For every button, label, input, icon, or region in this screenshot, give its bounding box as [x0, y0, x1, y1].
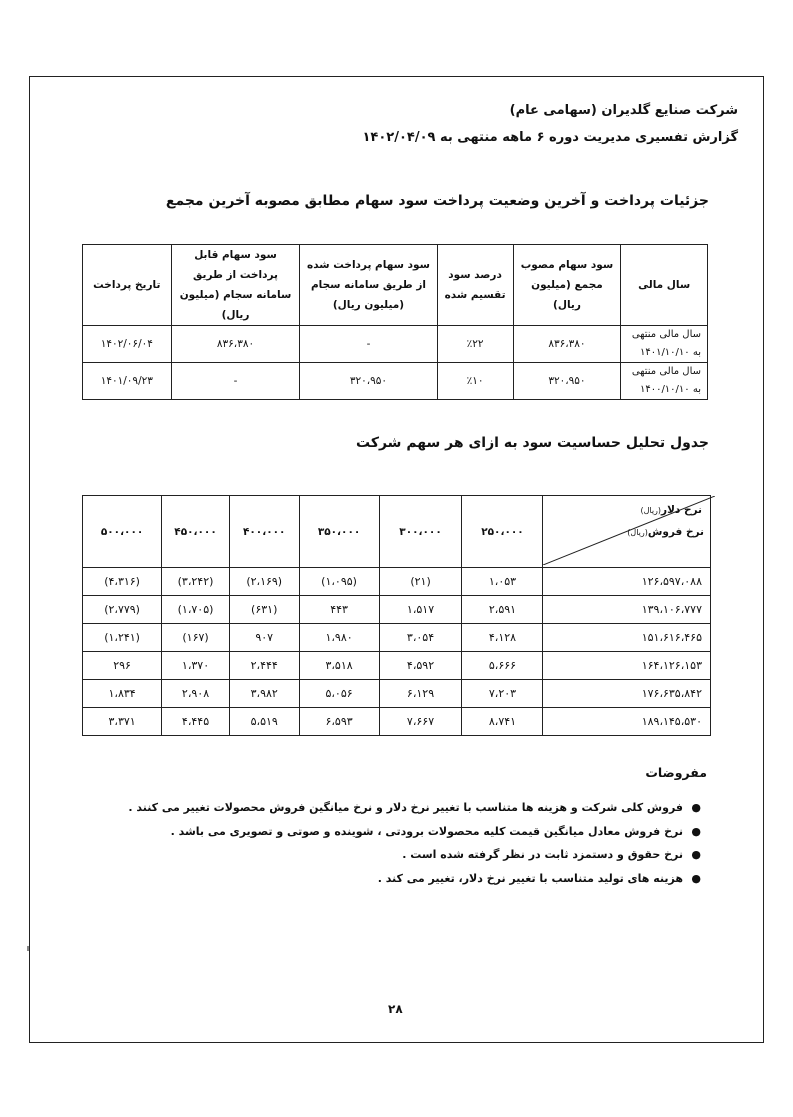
column-header: ۳۰۰،۰۰۰	[379, 496, 462, 568]
table-cell: ۸۳۶،۳۸۰	[513, 326, 621, 363]
list-item: ● نرخ فروش معادل میانگین قیمت کلیه محصولات برودتی ، شوینده و صوتی و تصویری می باشد .	[101, 820, 701, 844]
column-header: سود سهام مصوب مجمع (میلیون ریال)	[513, 245, 621, 326]
table-row	[83, 652, 711, 680]
eps-cell: ۳،۳۷۱	[83, 708, 162, 736]
eps-cell: ۶،۵۹۳	[299, 708, 379, 736]
scan-mark	[27, 946, 29, 951]
table-row	[83, 708, 711, 736]
eps-cell: ۹۰۷	[229, 624, 299, 652]
column-header: ۳۵۰،۰۰۰	[299, 496, 379, 568]
table-cell: سال مالی منتهی به ۱۴۰۱/۱۰/۱۰	[621, 326, 708, 363]
table-row	[83, 326, 708, 363]
table-cell: -	[171, 363, 300, 400]
table-cell: ۸۳۶،۳۸۰	[171, 326, 300, 363]
eps-cell: ۳،۰۵۴	[379, 624, 462, 652]
sensitivity-header-row	[83, 496, 711, 568]
sales-rate-cell: ۱۶۴،۱۲۶،۱۵۳	[543, 652, 711, 680]
table-cell: ٪۲۲	[437, 326, 513, 363]
table-cell: ٪۱۰	[437, 363, 513, 400]
table-cell: ۱۴۰۲/۰۶/۰۴	[83, 326, 172, 363]
list-item: ● هزینه های تولید متناسب با تغییر نرخ دلار، تغییر می کند .	[101, 867, 701, 891]
eps-cell: ۱،۳۷۰	[162, 652, 230, 680]
table-row	[83, 363, 708, 400]
table-row	[83, 568, 711, 596]
list-item: ● نرخ حقوق و دستمزد ثابت در نظر گرفته شده است .	[101, 843, 701, 867]
column-header: ۲۵۰،۰۰۰	[462, 496, 543, 568]
table-cell: -	[300, 326, 437, 363]
column-header: سود سهام قابل پرداخت از طریق سامانه سجام (میلیون ریال)	[171, 245, 300, 326]
eps-cell: ۸،۷۴۱	[462, 708, 543, 736]
table-cell: سال مالی منتهی به ۱۴۰۰/۱۰/۱۰	[621, 363, 708, 400]
eps-cell: ۵،۶۶۶	[462, 652, 543, 680]
eps-cell: ۳،۵۱۸	[299, 652, 379, 680]
eps-cell: ۴،۴۴۵	[162, 708, 230, 736]
list-item: ● فروش کلی شرکت و هزینه ها متناسب با تغییر نرخ دلار و نرخ میانگین فروش محصولات تغییر می کنند .	[101, 796, 701, 820]
eps-cell: ۲،۹۰۸	[162, 680, 230, 708]
eps-cell: ۵،۰۵۶	[299, 680, 379, 708]
eps-cell: ۷،۲۰۳	[462, 680, 543, 708]
assumptions-title: مفروضات	[645, 765, 707, 780]
eps-cell: (۲،۱۶۹)	[229, 568, 299, 596]
sales-rate-label: نرخ فروش(ریال)	[627, 526, 704, 538]
table-row	[83, 596, 711, 624]
table-row	[83, 624, 711, 652]
eps-cell: (۱۶۷)	[162, 624, 230, 652]
report-title: گزارش تفسیری مدیریت دوره ۶ ماهه منتهی به ۱۴۰۲/۰۴/۰۹	[362, 130, 738, 145]
eps-cell: ۳،۹۸۲	[229, 680, 299, 708]
eps-cell: ۷،۶۶۷	[379, 708, 462, 736]
column-header: تاریخ پرداخت	[83, 245, 172, 326]
company-name: شرکت صنایع گلدیران (سهامی عام)	[509, 103, 738, 118]
eps-cell: ۲،۵۹۱	[462, 596, 543, 624]
column-header: سال مالی	[621, 245, 708, 326]
table-cell: ۳۲۰،۹۵۰	[513, 363, 621, 400]
page-number: ۲۸	[388, 1002, 403, 1016]
bullet-icon: ●	[691, 824, 701, 838]
bullet-icon: ●	[691, 848, 701, 861]
eps-cell: ۶،۱۲۹	[379, 680, 462, 708]
eps-cell: ۵،۵۱۹	[229, 708, 299, 736]
eps-cell: ۲۹۶	[83, 652, 162, 680]
eps-cell: ۴،۵۹۲	[379, 652, 462, 680]
eps-cell: ۱،۰۵۳	[462, 568, 543, 596]
column-header: ۵۰۰،۰۰۰	[83, 496, 162, 568]
dividends-header-row	[83, 245, 708, 326]
eps-cell: ۱،۹۸۰	[299, 624, 379, 652]
bullet-icon: ●	[691, 801, 701, 814]
table-cell: ۳۲۰،۹۵۰	[300, 363, 437, 400]
sensitivity-table	[82, 495, 711, 736]
sensitivity-title: جدول تحلیل حساسیت سود به ازای هر سهم شرکت	[356, 435, 709, 451]
column-header: ۴۵۰،۰۰۰	[162, 496, 230, 568]
eps-cell: (۲،۷۷۹)	[83, 596, 162, 624]
assumptions-list	[101, 796, 701, 890]
column-header: سود سهام پرداخت شده از طریق سامانه سجام (میلیون ریال)	[300, 245, 437, 326]
dollar-rate-label: نرخ دلار(ریال)	[640, 504, 702, 516]
eps-cell: (۲۱)	[379, 568, 462, 596]
eps-cell: (۶۳۱)	[229, 596, 299, 624]
eps-cell: (۱،۷۰۵)	[162, 596, 230, 624]
eps-cell: (۳،۲۴۲)	[162, 568, 230, 596]
eps-cell: ۱،۸۳۴	[83, 680, 162, 708]
eps-cell: (۱،۰۹۵)	[299, 568, 379, 596]
corner-header-cell	[543, 496, 711, 568]
dividends-table	[82, 244, 708, 400]
column-header: درصد سود تقسیم شده	[437, 245, 513, 326]
sensitivity-body	[83, 568, 711, 736]
eps-cell: ۴،۱۲۸	[462, 624, 543, 652]
bullet-icon: ●	[691, 871, 701, 885]
sales-rate-cell: ۱۲۶،۵۹۷،۰۸۸	[543, 568, 711, 596]
eps-cell: (۴،۳۱۶)	[83, 568, 162, 596]
dividends-title: جزئیات پرداخت و آخرین وضعیت پرداخت سود سهام مطابق مصوبه آخرین مجمع	[165, 193, 709, 209]
table-cell: ۱۴۰۱/۰۹/۲۳	[83, 363, 172, 400]
column-header: ۴۰۰،۰۰۰	[229, 496, 299, 568]
eps-cell: (۱،۲۴۱)	[83, 624, 162, 652]
sales-rate-cell: ۱۵۱،۶۱۶،۴۶۵	[543, 624, 711, 652]
table-row	[83, 680, 711, 708]
eps-cell: ۲،۴۴۴	[229, 652, 299, 680]
eps-cell: ۴۴۳	[299, 596, 379, 624]
eps-cell: ۱،۵۱۷	[379, 596, 462, 624]
sales-rate-cell: ۱۳۹،۱۰۶،۷۷۷	[543, 596, 711, 624]
sales-rate-cell: ۱۸۹،۱۴۵،۵۳۰	[543, 708, 711, 736]
sales-rate-cell: ۱۷۶،۶۳۵،۸۴۲	[543, 680, 711, 708]
